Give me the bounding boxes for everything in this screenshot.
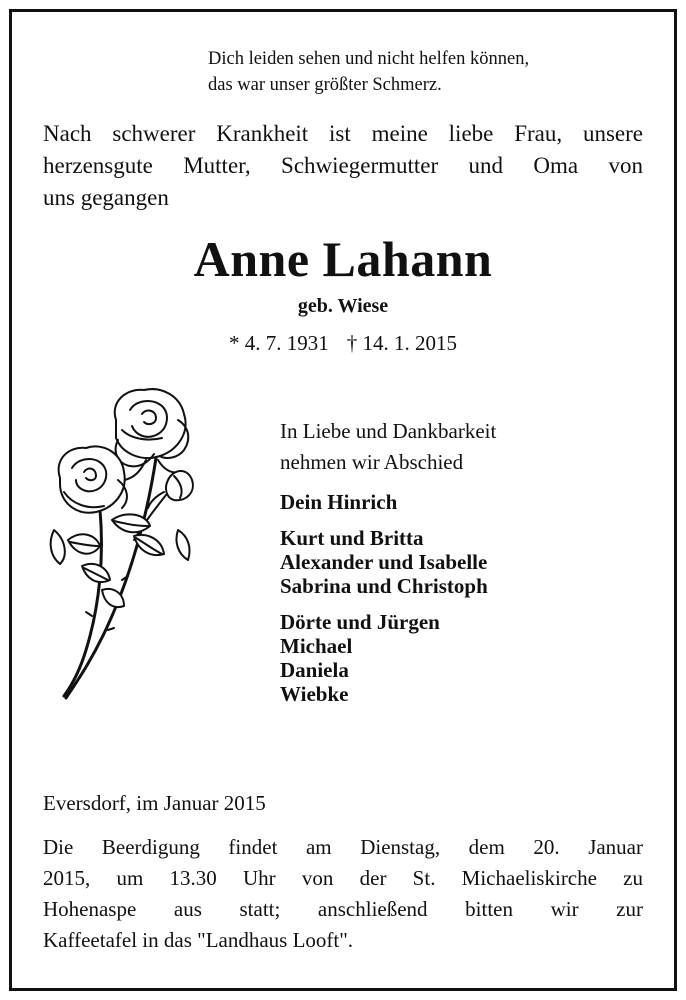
life-dates bbox=[0, 328, 686, 358]
funeral-line-3: Hohenaspe aus statt; anschließend bitten wir zur bbox=[43, 897, 643, 921]
birth-date: * 4. 7. 1931 bbox=[229, 331, 329, 355]
death-date: † 14. 1. 2015 bbox=[346, 331, 457, 355]
quote-line-2: das war unser größter Schmerz. bbox=[208, 75, 442, 95]
funeral-line-1: Die Beerdigung findet am Dienstag, dem 20. Januar bbox=[43, 835, 643, 859]
intro-text bbox=[43, 118, 643, 214]
farewell-line-2: nehmen wir Abschied bbox=[280, 450, 464, 474]
mourner-name: Sabrina und Christoph bbox=[280, 574, 488, 598]
quote-line-1: Dich leiden sehen und nicht helfen können, bbox=[208, 49, 530, 69]
mourner-name: Dein Hinrich bbox=[280, 490, 398, 514]
intro-line-3: uns gegangen bbox=[43, 185, 169, 210]
deceased-name: Anne Lahann bbox=[193, 231, 493, 287]
funeral-line-2: 2015, um 13.30 Uhr von der St. Michaeliskirche zu bbox=[43, 866, 643, 890]
mourner-name: Michael bbox=[280, 634, 353, 658]
farewell-line-1: In Liebe und Dankbarkeit bbox=[280, 419, 497, 443]
mourner-name: Daniela bbox=[280, 658, 349, 682]
birth-name: geb. Wiese bbox=[297, 295, 389, 317]
mourner-name: Kurt und Britta bbox=[280, 526, 424, 550]
mourner-name: Wiebke bbox=[280, 682, 349, 706]
quote bbox=[208, 46, 648, 98]
funeral-details bbox=[43, 832, 643, 956]
intro-line-2: herzensgute Mutter, Schwiegermutter und Oma von bbox=[43, 153, 643, 178]
roses-icon bbox=[38, 380, 208, 710]
mourner-group-3 bbox=[280, 610, 660, 706]
funeral-line-4: Kaffeetafel in das "Landhaus Looft". bbox=[43, 928, 354, 952]
mourner-name: Alexander und Isabelle bbox=[280, 550, 488, 574]
mourner-name: Dörte und Jürgen bbox=[280, 610, 440, 634]
family-signatures bbox=[280, 416, 660, 706]
intro-line-1: Nach schwerer Krankheit ist meine liebe Frau, unsere bbox=[43, 121, 643, 146]
mourner-group-2 bbox=[280, 526, 660, 598]
mourner-group-1 bbox=[280, 490, 660, 514]
place-date: Eversdorf, im Januar 2015 bbox=[43, 791, 266, 815]
